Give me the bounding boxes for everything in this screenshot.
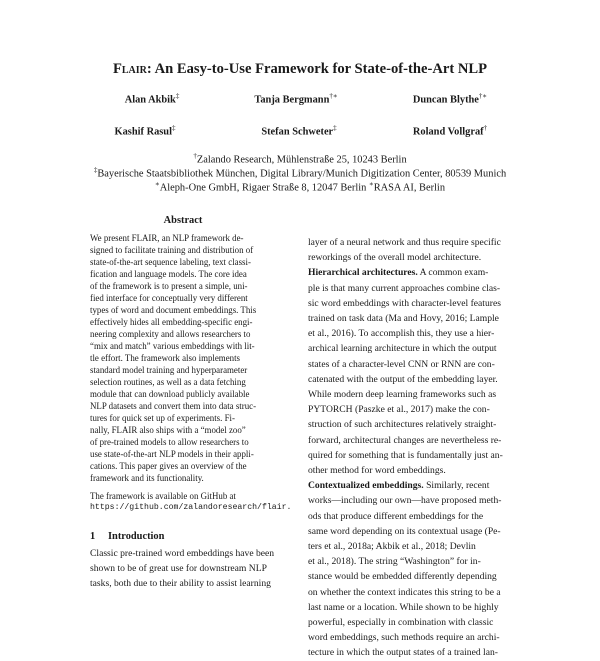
- hierarchical-architectures-paragraph: [308, 265, 534, 478]
- text-line: fication and language models. The core idea: [90, 269, 247, 279]
- text-line: effectively hides all embedding-specific engi-: [90, 317, 253, 327]
- text-line: stance would be embedded differently depending: [308, 571, 497, 583]
- text-line: Classic pre-trained word embeddings have been: [90, 548, 275, 559]
- text-line: shown to be of great use for downstream NLP: [90, 563, 267, 575]
- text-line: layer of a neural network and thus require specific: [308, 237, 501, 248]
- paragraph-heading: Hierarchical architectures.: [308, 267, 418, 279]
- text-line: of the framework is to present a simple, uni-: [90, 281, 248, 291]
- text-line: types of word and document embeddings. This: [90, 305, 257, 315]
- text-line: PYTORCH (Paszke et al., 2017) make the con-: [308, 404, 490, 416]
- section-title: Introduction: [108, 531, 165, 542]
- text-line: ple is that many current approaches combine clas-: [308, 282, 501, 294]
- github-url[interactable]: https://github.com/zalandoresearch/flair.: [90, 503, 292, 512]
- text-line: works—including our own—have proposed meth-: [308, 495, 502, 507]
- author-1: Alan Akbik‡: [124, 92, 180, 106]
- right-intro-text: [308, 235, 534, 265]
- text-line: quired for something that is fundamentally just an-: [308, 449, 503, 461]
- author-5: Stefan Schweter‡: [261, 124, 337, 138]
- paragraph-heading: Contextualized embeddings.: [308, 480, 424, 492]
- text-line: et al., 2018). The string “Washington” for in-: [308, 556, 481, 568]
- text-line: states of a character-level CNN or RNN are con-: [308, 358, 495, 370]
- section-number: 1: [90, 531, 96, 542]
- text-line: of pre-trained models to allow researchers to: [90, 437, 249, 447]
- text-line: on whether the context indicates this string to be a: [308, 586, 501, 598]
- text-line: tures for quick set up of experiments. Fi-: [90, 413, 235, 423]
- text-line: forward, architectural changes are nevertheless re-: [308, 434, 502, 446]
- text-line: cations. This paper gives an overview of the: [90, 461, 247, 471]
- text-line: tle effort. The framework also implements: [90, 353, 241, 363]
- affiliation-1: †Zalando Research, Mühlenstraße 25, 10243 Berlin: [193, 152, 407, 166]
- text-line: framework and its functionality.: [90, 473, 204, 483]
- github-line: The framework is available on GitHub at: [90, 491, 236, 501]
- abstract-body: [90, 232, 276, 484]
- left-column: [90, 215, 292, 592]
- text-line: trained on task data (Ma and Hovy, 2016; Lample: [308, 313, 499, 325]
- text-line: neering complexity and allows researchers to: [90, 329, 251, 339]
- text-line: “mix and match” various embeddings with lit-: [90, 341, 255, 351]
- text-line: Contextualized embeddings. Similarly, recent: [308, 480, 490, 492]
- abstract-heading: Abstract: [163, 215, 203, 226]
- text-line: signed to facilitate training and distribution of: [90, 245, 254, 255]
- text-line: fied interface for conceptually very different: [90, 293, 248, 303]
- right-column: [308, 235, 534, 661]
- text-line: sic word embeddings with character-level features: [308, 297, 501, 309]
- text-line: ters et al., 2018a; Akbik et al., 2018; Devlin: [308, 541, 476, 553]
- text-line: reworkings of the overall model architecture.: [308, 252, 482, 264]
- text-line: et al., 2016). To accomplish this, they use a hier-: [308, 328, 495, 340]
- introduction-heading: [90, 528, 276, 546]
- affiliation-2: ‡Bayerische Staatsbibliothek München, Digital Library/Munich Digitization Center, 80539 Munich: [93, 166, 507, 180]
- text-line: state-of-the-art sequence labeling, text classi-: [90, 257, 251, 267]
- text-line: tecture in which the output states of a trained lan-: [308, 647, 498, 659]
- text-line: use state-of-the-art NLP models in their appli-: [90, 449, 254, 459]
- text-line: catenated with the output of the embedding layer.: [308, 373, 498, 385]
- title-rest: : An Easy-to-Use Framework for State-of-the-Art NLP: [146, 61, 488, 77]
- author-6: Roland Vollgraf†: [412, 124, 488, 138]
- text-line: powerful, especially in combination with classic: [308, 617, 494, 629]
- text-line: We present FLAIR, an NLP framework de-: [90, 233, 244, 243]
- contextualized-embeddings-paragraph: [308, 478, 534, 660]
- title-brand: Flair: [112, 61, 147, 77]
- author-2: Tanja Bergmann†∗: [254, 92, 338, 106]
- text-line: NLP datasets and convert them into data struc-: [90, 401, 257, 411]
- text-line: last name or a location. While shown to be highly: [308, 601, 499, 613]
- text-line: nally, FLAIR also ships with a “model zoo”: [90, 425, 246, 435]
- author-4: Kashif Rasul‡: [114, 124, 176, 138]
- introduction-body: [90, 546, 276, 592]
- text-line: standard model training and hyperparameter: [90, 365, 248, 375]
- text-line: word embeddings, such methods require an archi-: [308, 632, 500, 644]
- text-line: other method for word embeddings.: [308, 465, 446, 477]
- text-line: same word depending on its contextual usage (Pe-: [308, 525, 501, 537]
- text-line: While modern deep learning frameworks such as: [308, 389, 497, 401]
- text-line: Hierarchical architectures. A common exam-: [308, 267, 489, 279]
- text-line: archical learning architecture in which the output: [308, 343, 497, 355]
- author-3: Duncan Blythe†∗: [412, 92, 488, 106]
- text-line: struction of such architectures relatively straight-: [308, 419, 497, 431]
- paper-title: [0, 61, 600, 78]
- text-line: tasks, both due to their ability to assist learning: [90, 578, 271, 590]
- affiliation-3: ∗Aleph-One GmbH, Rigaer Straße 8, 12047 Berlin ∗RASA AI, Berlin: [154, 180, 446, 194]
- text-line: module that can download publicly available: [90, 389, 250, 399]
- text-line: selection routines, as well as a data fetching: [90, 377, 246, 387]
- text-line: ods that produce different embeddings for the: [308, 510, 484, 522]
